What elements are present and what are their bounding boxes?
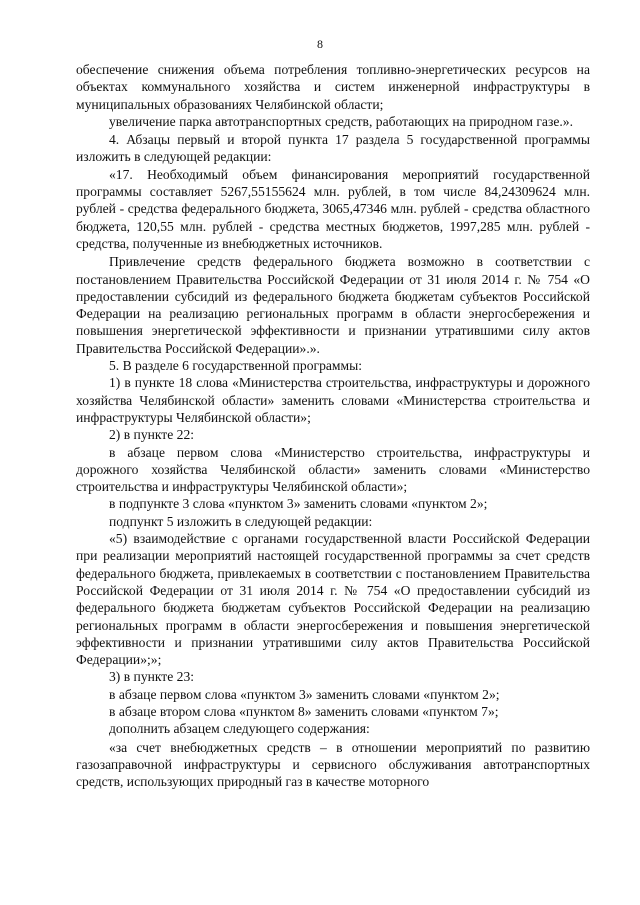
page-number: 8 <box>317 37 323 51</box>
document-body <box>76 61 590 790</box>
paragraph: в подпункте 3 слова «пунктом 3» заменить словами «пунктом 2»; <box>109 496 488 512</box>
paragraph: в абзаце первом слова «Министерство строительства, инфраструктуры и дорожного хозяйства Челябинской области» заменить словами «Министерство строительства и инфраструктуры Челябинской области»; <box>76 444 590 495</box>
paragraph: «5) взаимодействие с органами государственной власти Российской Федерации при реализации мероприятий настоящей государственной программы за счет средств федерального бюджета, привлекаемых в соответствии с постановлением Правительства Российской Федерации от 31 июля 2014 г. № 754 «О предоставлении субсидий из федерального бюджета бюджетам субъектов Российской Федерации на реализацию региональных программ в области энергосбережения и повышения энергетической эффективности и признании утратившими силу актов Правительства Российской Федерации»;»; <box>76 531 590 668</box>
paragraph: обеспечение снижения объема потребления топливно-энергетических ресурсов на объектах коммунального хозяйства и систем инженерной инфраструктуры в муниципальных образованиях Челябинской области; <box>76 62 590 112</box>
paragraph: 5. В разделе 6 государственной программы: <box>109 358 363 374</box>
paragraph: 4. Абзацы первый и второй пункта 17 раздела 5 государственной программы изложить в следующей редакции: <box>76 132 590 165</box>
paragraph: в абзаце втором слова «пунктом 8» заменить словами «пунктом 7»; <box>109 703 499 719</box>
paragraph: подпункт 5 изложить в следующей редакции: <box>109 513 373 529</box>
paragraph: 1) в пункте 18 слова «Министерства строительства, инфраструктуры и дорожного хозяйства Челябинской области» заменить словами «Министерства строительства и инфраструктуры Челябинской области»; <box>76 375 590 425</box>
paragraph: Привлечение средств федерального бюджета возможно в соответствии с постановлением Правительства Российской Федерации от 31 июля 2014 г. № 754 «О предоставлении субсидий из федерального бюджета бюджетам субъектов Российской Федерации на реализацию региональных программ в области энергосбережения и повышения энергетической эффективности и признании утратившими силу актов Правительства Российской Федерации».». <box>76 254 590 356</box>
paragraph: «17. Необходимый объем финансирования мероприятий государственной программы составляет 5267,55155624 млн. рублей, в том числе 84,24309624 млн. рублей - средства федерального бюджета, 3065,47346 млн. рублей - средства областного бюджета, 120,55 млн. рублей - средства местных бюджетов, 1997,285 млн. рублей - средства, полученные из внебюджетных источников. <box>76 166 590 251</box>
paragraph: «за счет внебюджетных средств – в отношении мероприятий по развитию газозаправочной инфраструктуры и сервисного обслуживания автотранспортных средств, использующих природный газ в качестве моторного <box>76 739 590 790</box>
paragraph: в абзаце первом слова «пунктом 3» заменить словами «пунктом 2»; <box>109 686 500 702</box>
paragraph: 2) в пункте 22: <box>109 427 195 443</box>
paragraph: 3) в пункте 23: <box>109 669 195 685</box>
paragraph: дополнить абзацем следующего содержания: <box>109 721 370 737</box>
paragraph: увеличение парка автотранспортных средств, работающих на природном газе.». <box>109 113 573 129</box>
